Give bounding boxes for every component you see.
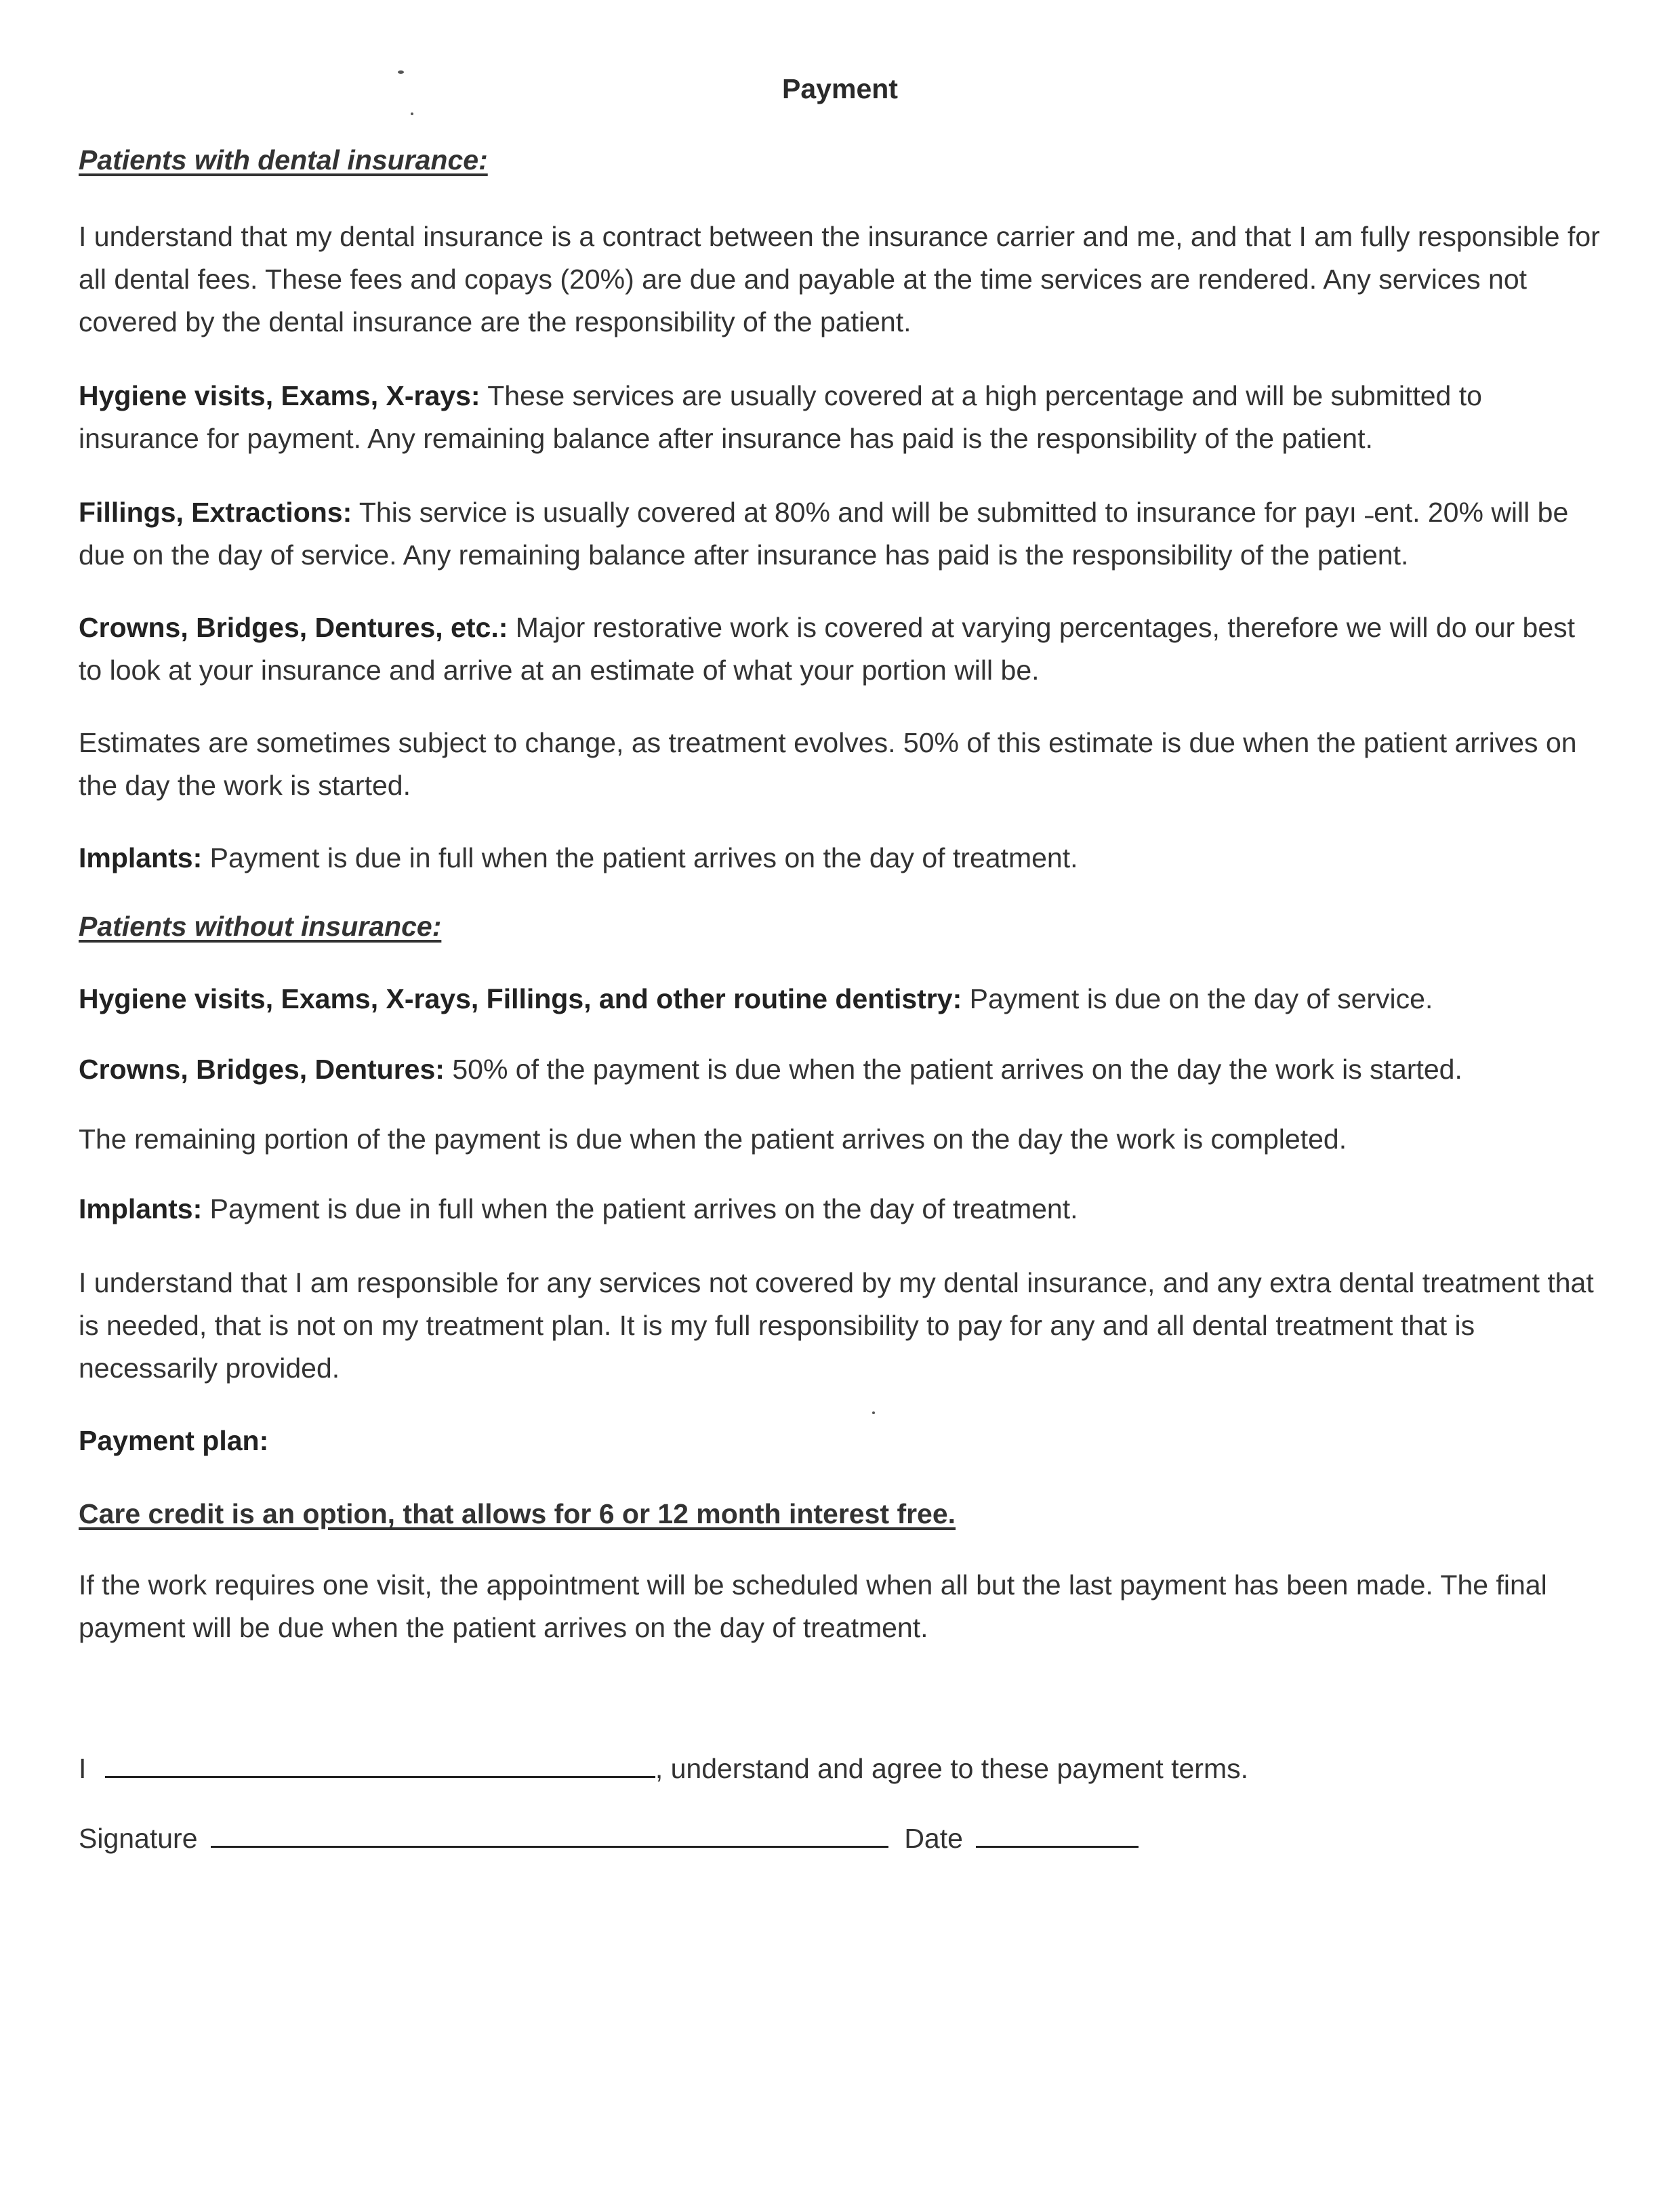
name-blank-field[interactable]: [105, 1753, 655, 1778]
insured-fillings-text: This service is usually covered at 80% and will be submitted to insurance for payı ˗ent. 20% will be due on the day of service. Any remaining balance after insurance has paid is the responsibility of the patient.: [79, 497, 1569, 571]
agreement-suffix: , understand and agree to these payment terms.: [655, 1753, 1249, 1784]
uninsured-heading: [79, 905, 1603, 948]
one-visit-paragraph: If the work requires one visit, the appointment will be scheduled when all but the last payment has been made. The final payment will be due when the patient arrives on the day of treatment.: [79, 1569, 1547, 1643]
uninsured-remaining-paragraph: The remaining portion of the payment is due when the patient arrives on the day the work is completed.: [79, 1123, 1347, 1155]
signature-label: Signature: [79, 1823, 198, 1854]
insured-implants-paragraph: [79, 837, 1603, 880]
scan-speck: [872, 1411, 875, 1414]
signature-blank-field[interactable]: [211, 1823, 888, 1848]
date-blank-field[interactable]: [976, 1823, 1139, 1848]
uninsured-hygiene-lead: Hygiene visits, Exams, X-rays, Fillings, and other routine dentistry:: [79, 983, 962, 1014]
care-credit-line: [79, 1493, 1603, 1535]
insured-estimates-paragraph: Estimates are sometimes subject to change, as treatment evolves. 50% of this estimate is due when the patient arrives on the day the work is started.: [79, 727, 1577, 801]
insured-heading: [79, 139, 1603, 182]
page-title: Payment: [782, 73, 898, 104]
insured-crowns-paragraph: [79, 606, 1603, 692]
insured-crowns-text: Major restorative work is covered at varying percentages, therefore we will do our best to look at your insurance and arrive at an estimate of what your portion will be.: [79, 612, 1576, 686]
insured-heading-text: Patients with dental insurance:: [79, 144, 488, 176]
agreement-prefix: I: [79, 1753, 87, 1784]
payment-plan-heading: Payment plan:: [79, 1425, 269, 1456]
care-credit-text: Care credit is an option, that allows for 6 or 12 month interest free.: [79, 1498, 956, 1529]
agreement-line: [79, 1752, 1248, 1786]
uninsured-crowns-lead: Crowns, Bridges, Dentures:: [79, 1054, 445, 1085]
uninsured-heading-text: Patients without insurance:: [79, 911, 442, 942]
insured-intro-paragraph: I understand that my dental insurance is a contract between the insurance carrier and me, and that I am fully responsible for all dental fees. These fees and copays (20%) are due and payable at the time services are rendered. Any services not covered by the dental insurance are the responsibility of the patient.: [79, 221, 1600, 337]
insured-crowns-lead: Crowns, Bridges, Dentures, etc.:: [79, 612, 508, 643]
uninsured-hygiene-text: Payment is due on the day of service.: [969, 983, 1433, 1014]
insured-hygiene-text: These services are usually covered at a high percentage and will be submitted to insurance for payment. Any remaining balance after insurance has paid is the responsibility of the patient.: [79, 380, 1482, 454]
insured-fillings-lead: Fillings, Extractions:: [79, 497, 352, 528]
insured-implants-lead: Implants:: [79, 842, 203, 873]
scan-speck: [411, 112, 413, 115]
uninsured-crowns-paragraph: [79, 1048, 1603, 1091]
uninsured-implants-text: Payment is due in full when the patient arrives on the day of treatment.: [209, 1193, 1078, 1224]
date-label: Date: [904, 1823, 963, 1854]
insured-fillings-paragraph: [79, 491, 1603, 577]
insured-implants-text: Payment is due in full when the patient arrives on the day of treatment.: [209, 842, 1078, 873]
responsibility-paragraph: I understand that I am responsible for any services not covered by my dental insurance, and any extra dental treatment that is needed, that is not on my treatment plan. It is my full responsibility to pay for any and all dental treatment that is necessarily provided.: [79, 1267, 1594, 1384]
insured-hygiene-lead: Hygiene visits, Exams, X-rays:: [79, 380, 480, 411]
uninsured-implants-lead: Implants:: [79, 1193, 203, 1224]
insured-hygiene-paragraph: [79, 375, 1603, 460]
uninsured-crowns-text: 50% of the payment is due when the patient arrives on the day the work is started.: [452, 1054, 1462, 1085]
uninsured-implants-paragraph: [79, 1188, 1603, 1231]
signature-date-line: [79, 1821, 1139, 1855]
uninsured-hygiene-paragraph: [79, 978, 1603, 1020]
